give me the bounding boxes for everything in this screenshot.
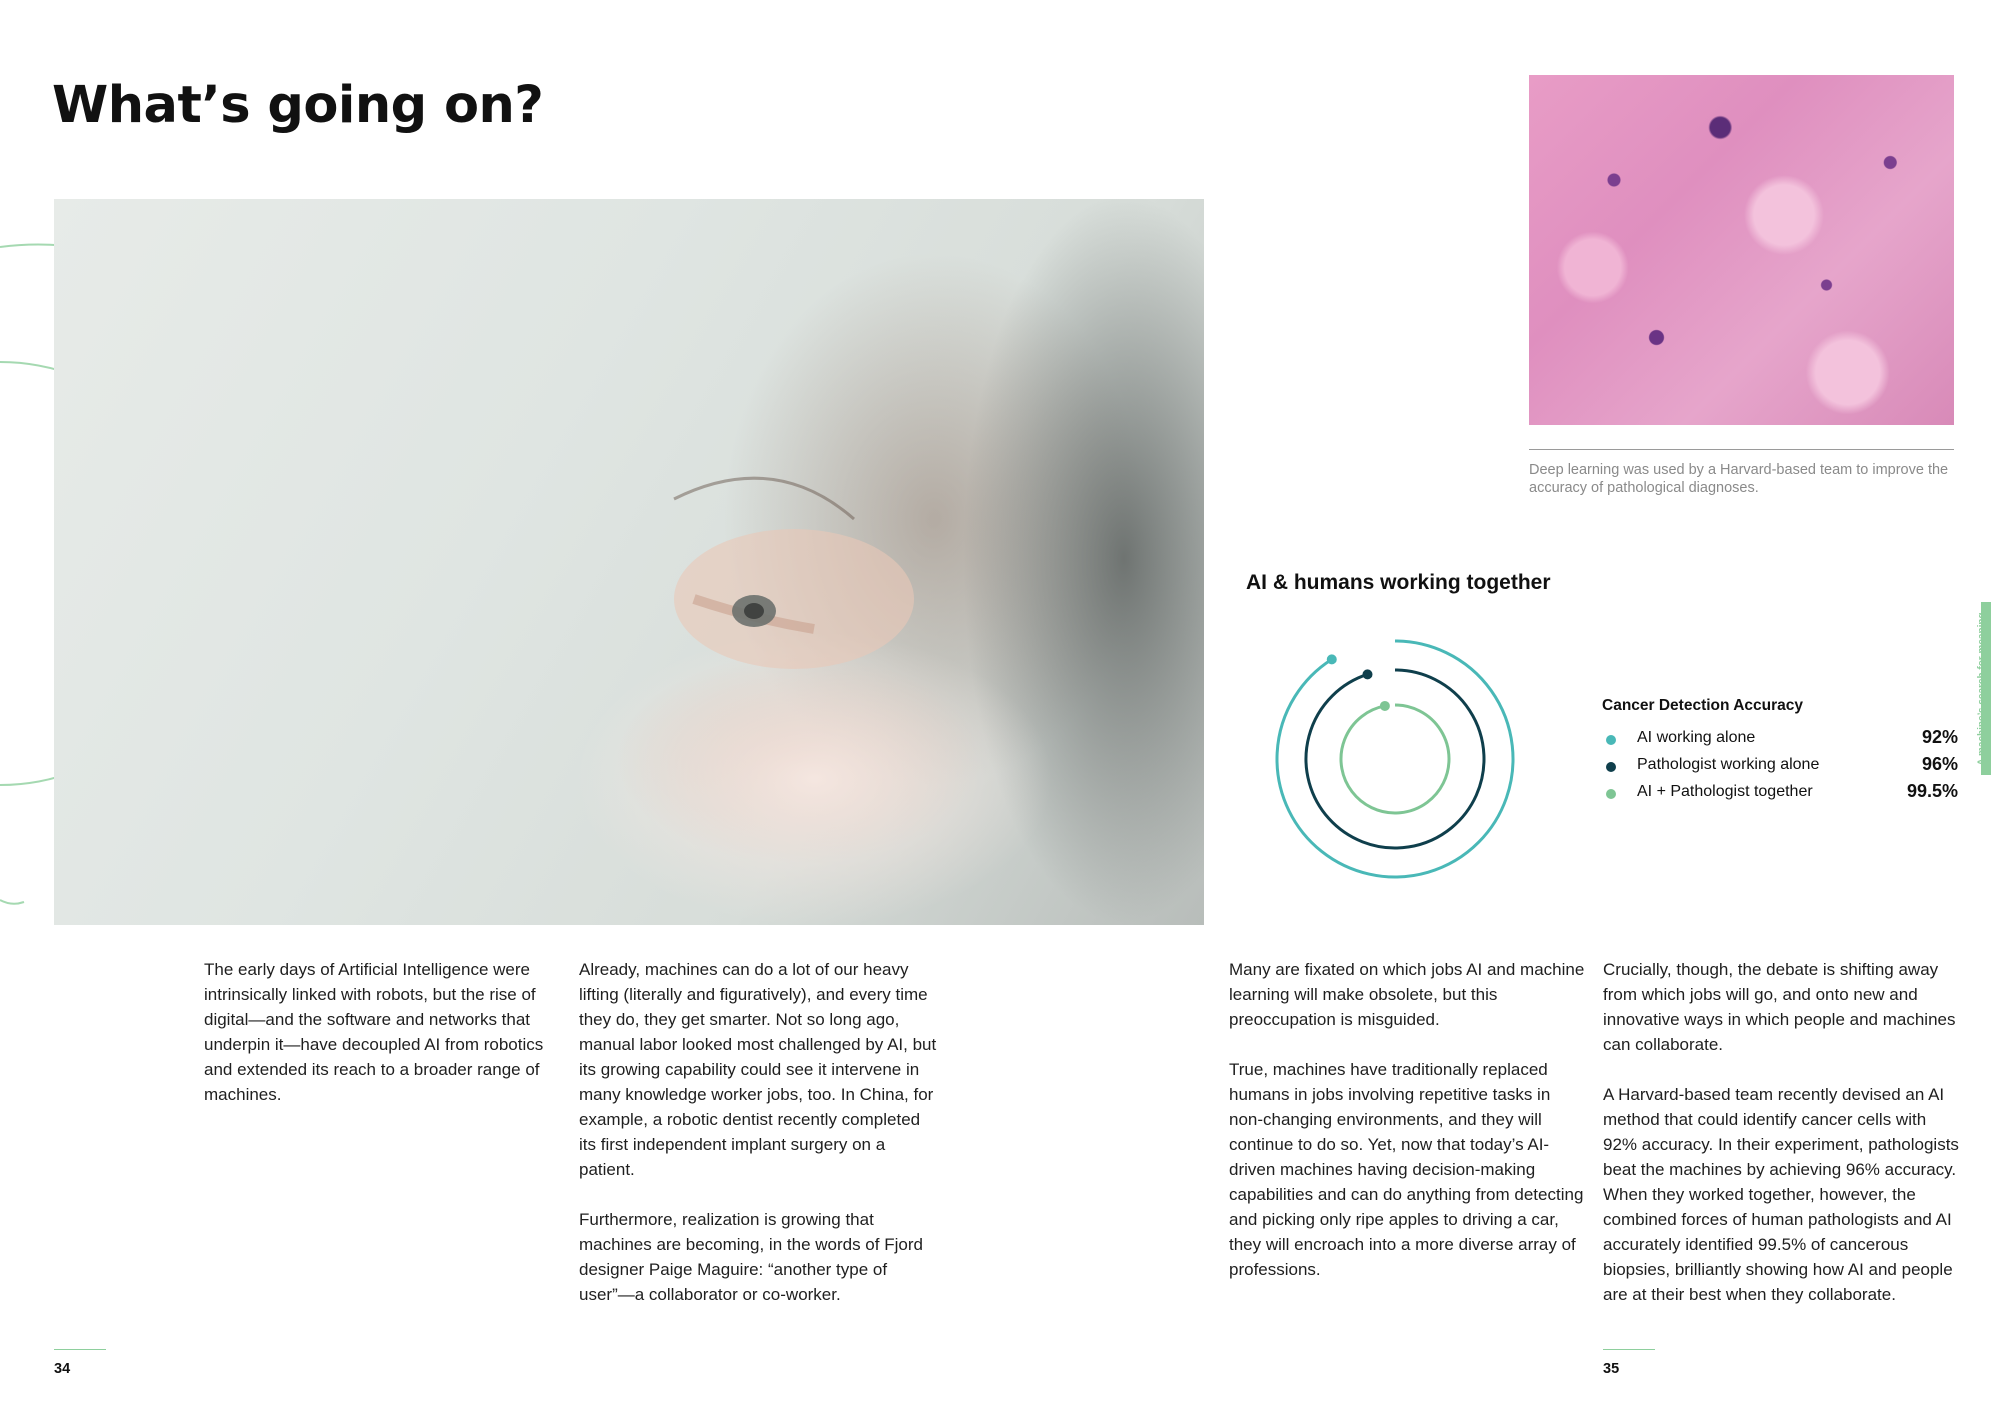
paragraph: Crucially, though, the debate is shifting away from which jobs will go, and onto new and innovative ways in which people and machines can collaborate. — [1603, 960, 1956, 1054]
ring-ai-alone — [1277, 641, 1513, 877]
image-caption: Deep learning was used by a Harvard-based team to improve the accuracy of pathological diagnoses. — [1529, 462, 1949, 496]
accuracy-ring-chart — [1260, 624, 1530, 894]
paragraph: The early days of Artificial Intelligence were intrinsically linked with robots, but the rise of digital—and the software and networks that underpin it—have decoupled AI from robotics and extended its reach to a broader range of machines. — [204, 960, 544, 1104]
body-column-1 — [204, 957, 564, 1132]
page-number-right: 35 — [1603, 1361, 1620, 1377]
chart-title: AI & humans working together — [1246, 571, 1551, 594]
caption-divider — [1529, 449, 1954, 450]
ring-ai-plus-pathologist — [1341, 705, 1449, 813]
paragraph: True, machines have traditionally replaced humans in jobs involving repetitive tasks in non-changing environments, and they will continue to do so. Yet, now that today’s AI-driven machines having decision-making capabilities and can do anything from detecting and picking only ripe apples to driving a car, they will encroach into a more diverse array of professions. — [1229, 1060, 1584, 1279]
legend-row-ai — [1602, 727, 1958, 751]
legend-label: AI working alone — [1637, 729, 1756, 746]
ring-ai-alone-marker — [1327, 654, 1337, 664]
legend-row-pathologist — [1602, 754, 1958, 778]
ring-pathologist-alone — [1306, 670, 1484, 848]
pathology-image — [1529, 75, 1954, 425]
legend-label: AI + Pathologist together — [1637, 783, 1813, 800]
legend-label: Pathologist working alone — [1637, 756, 1820, 773]
eye-illustration — [54, 199, 1204, 925]
page-number-left: 34 — [54, 1361, 71, 1377]
paragraph: Furthermore, realization is growing that machines are becoming, in the words of Fjord designer Paige Maguire: “another type of user”—a collaborator or co-worker. — [579, 1210, 923, 1304]
ring-ai-plus-pathologist-marker — [1380, 701, 1390, 711]
body-column-3 — [1229, 957, 1589, 1307]
legend-dot — [1606, 789, 1616, 799]
legend-row-together — [1602, 781, 1958, 805]
paragraph: Many are fixated on which jobs AI and machine learning will make obsolete, but this preoccupation is misguided. — [1229, 960, 1585, 1029]
legend-value: 92% — [1921, 727, 1958, 747]
legend-value: 99.5% — [1906, 781, 1958, 801]
page-number-rule-left — [54, 1349, 106, 1350]
legend-dot — [1606, 735, 1616, 745]
legend-dot — [1606, 762, 1616, 772]
paragraph: A Harvard-based team recently devised an AI method that could identify cancer cells with 92% accuracy. In their experiment, pathologists beat the machines by achieving 96% accuracy. When they worked together, however, the combined forces of human pathologists and AI accurately identified 99.5% of cancerous biopsies, brilliantly showing how AI and people are at their best when they collaborate. — [1603, 1085, 1959, 1304]
section-label: A machine’s search for meaning — [1976, 612, 1988, 766]
legend-title: Cancer Detection Accuracy — [1602, 697, 1804, 714]
page-title: What’s going on? — [52, 76, 544, 135]
body-column-2 — [579, 957, 939, 1332]
ring-pathologist-alone-marker — [1362, 669, 1372, 679]
small-arc — [0, 900, 24, 904]
body-column-4 — [1603, 957, 1963, 1332]
paragraph: Already, machines can do a lot of our heavy lifting (literally and figuratively), and every time they do, they get smarter. Not so long ago, manual labor looked most challenged by AI, but its growing capability could see it intervene in many knowledge worker jobs, too. In China, for example, a robotic dentist recently completed its first independent implant surgery on a patient. — [579, 960, 937, 1179]
legend-value: 96% — [1921, 754, 1958, 774]
page-number-rule-right — [1603, 1349, 1655, 1350]
hero-photo — [54, 199, 1204, 925]
